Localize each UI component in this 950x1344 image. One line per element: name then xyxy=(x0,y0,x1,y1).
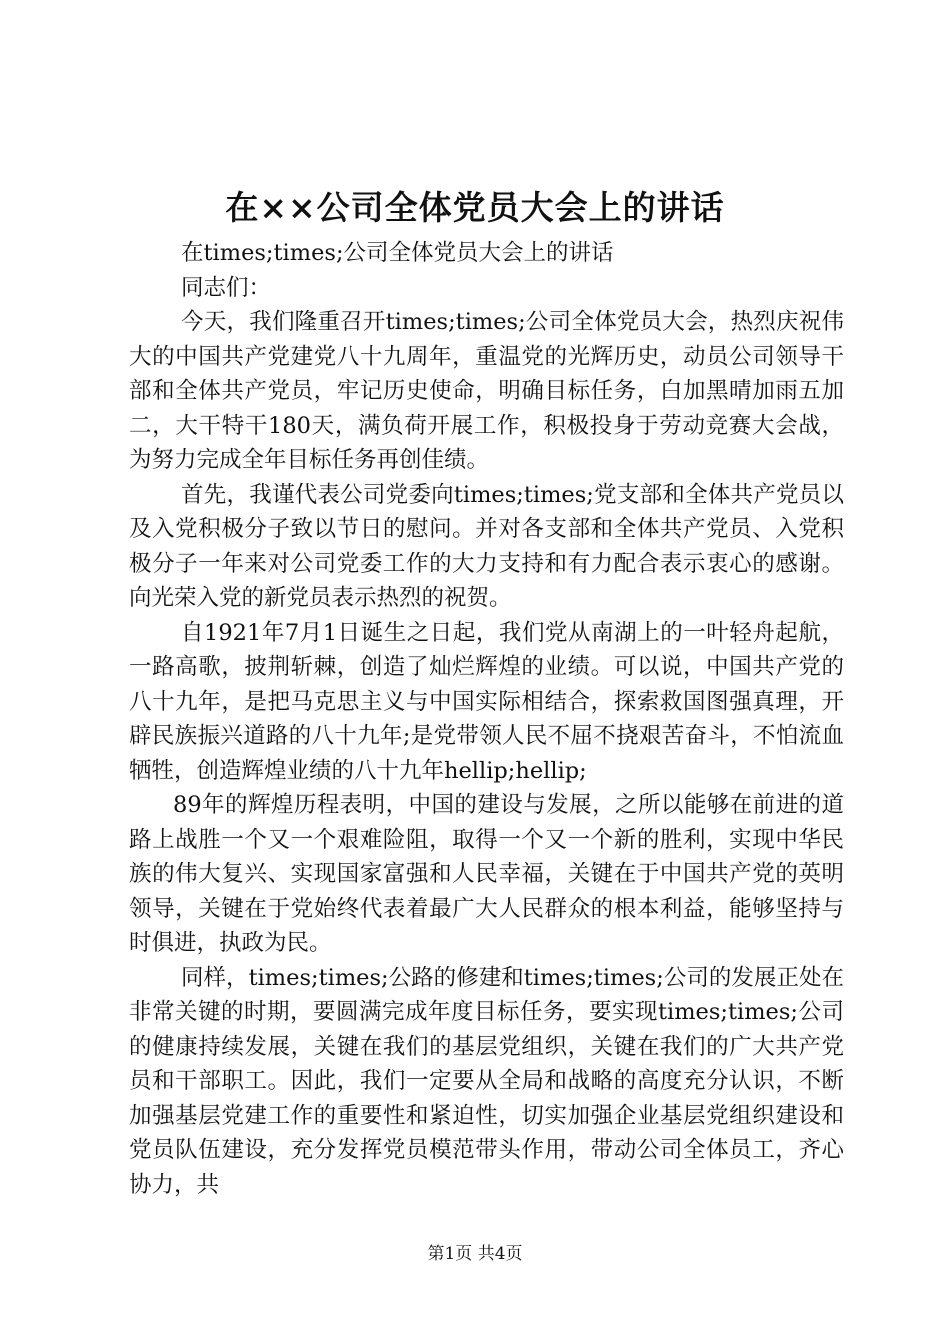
document-title: 在××公司全体党员大会上的讲话 xyxy=(225,188,725,227)
page-number: 第1页 共4页 xyxy=(427,1244,523,1264)
paragraph-achievements: 89年的辉煌历程表明，中国的建设与发展，之所以能够在前进的道路上战胜一个又一个艰难险阻，取得一个又一个新的胜利，实现中华民族的伟大复兴、实现国家富强和人民幸福，关键在于中国共产党的英明领导，关键在于党始终代表着最广大人民群众的根本利益，能够坚持与时俱进，执政为民。 xyxy=(129,792,844,956)
document-body xyxy=(129,236,844,1202)
paragraph-salutation: 同志们： xyxy=(181,274,272,301)
paragraph-history: 自1921年7月1日诞生之日起，我们党从南湖上的一叶轻舟起航，一路高歌，披荆斩棘，创造了灿烂辉煌的业绩。可以说，中国共产党的八十九年，是把马克思主义与中国实际相结合，探索救国图强真理，开辟民族振兴道路的八十九年;是党带领人民不屈不挠艰苦奋斗，不怕流血牺牲，创造辉煌业绩的八十九年hellip;hellip; xyxy=(129,619,844,784)
paragraph-greetings: 首先，我谨代表公司党委向times;times;党支部和全体共产党员以及入党积极分子致以节日的慰问。并对各支部和全体共产党员、入党积极分子一年来对公司党委工作的大力支持和有力配合表示衷心的感谢。向光荣入党的新党员表示热烈的祝贺。 xyxy=(129,481,844,611)
paragraph-opening: 今天，我们隆重召开times;times;公司全体党员大会，热烈庆祝伟大的中国共产党建党八十九周年，重温党的光辉历史，动员公司领导干部和全体共产党员，牢记历史使命，明确目标任务，白加黑晴加雨五加二，大干特干180天，满负荷开展工作，积极投身于劳动竞赛大会战，为努力完成全年目标任务再创佳绩。 xyxy=(129,309,844,473)
paragraph-company-development: 同样，times;times;公路的修建和times;times;公司的发展正处在非常关键的时期，要圆满完成年度目标任务，要实现times;times;公司的健康持续发展，关键在我们的基层党组织，关键在我们的广大共产党员和干部职工。因此，我们一定要从全局和战略的高度充分认识，不断加强基层党建工作的重要性和紧迫性，切实加强企业基层党组织建设和党员队伍建设，充分发挥党员模范带头作用，带动公司全体员工，齐心协力，共 xyxy=(129,964,844,1198)
paragraph-heading-repeat: 在times;times;公司全体党员大会上的讲话 xyxy=(181,240,614,266)
